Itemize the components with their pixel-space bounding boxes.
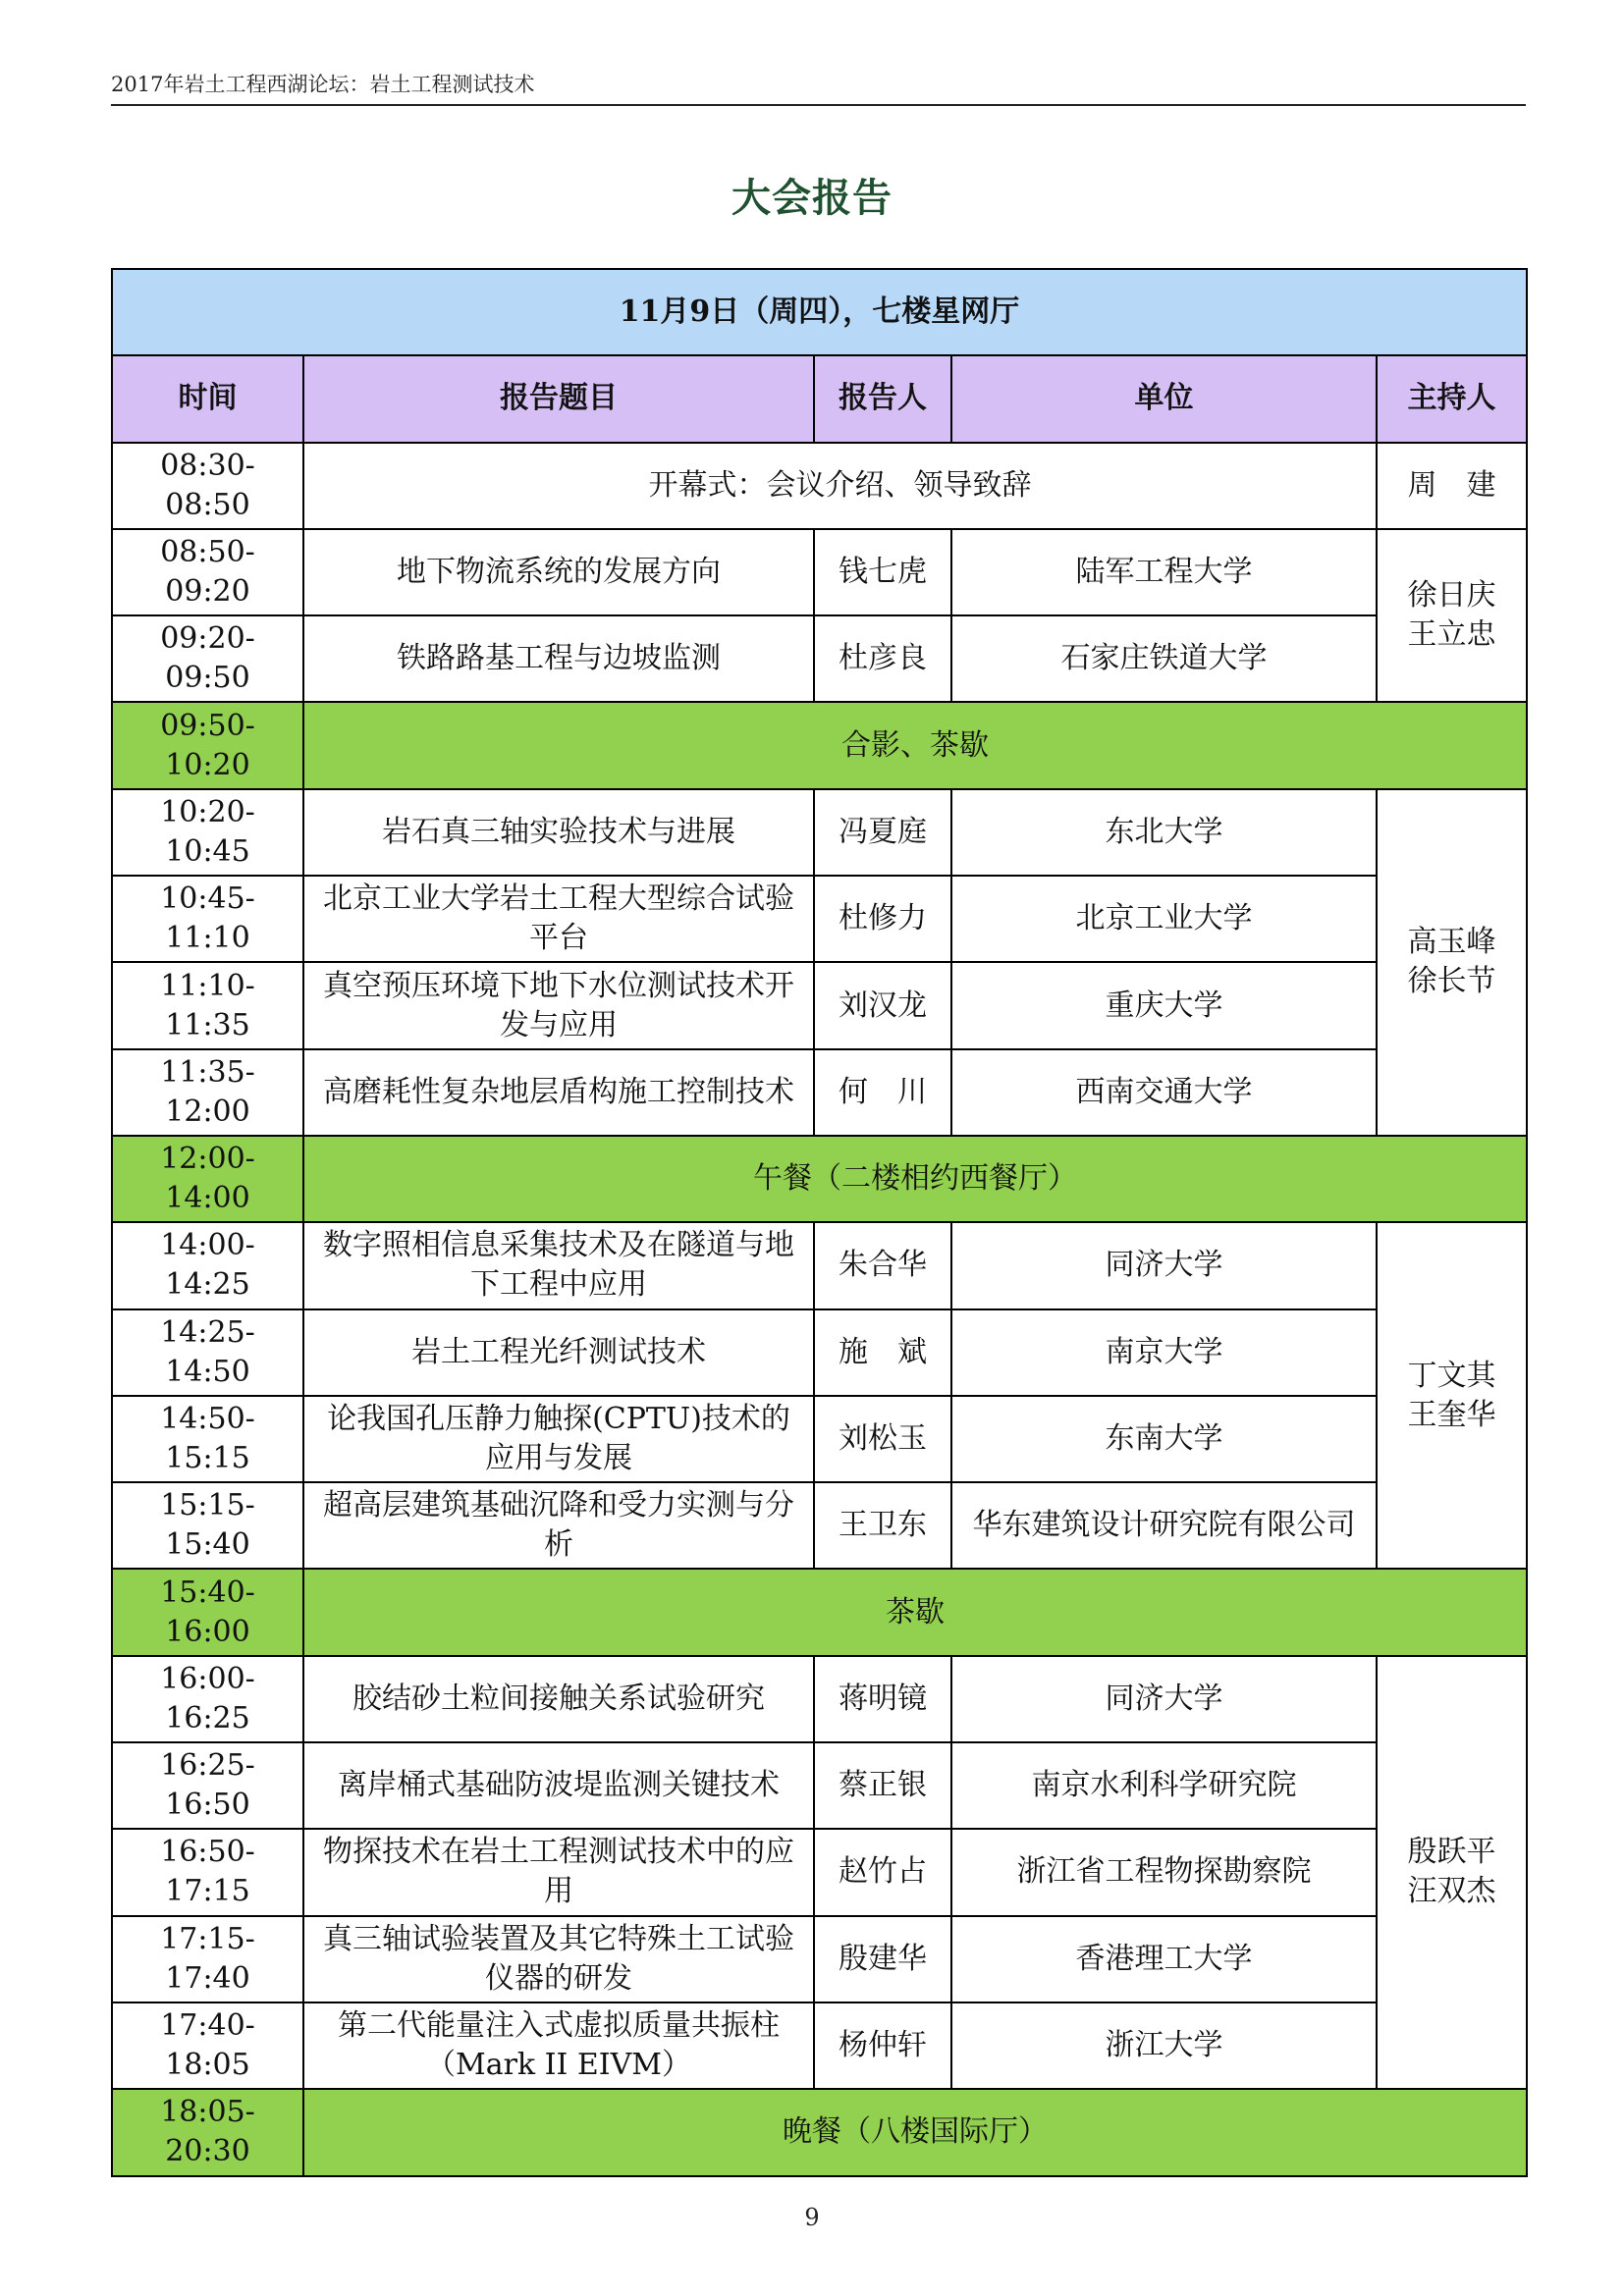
row-time: 11:35-12:00 — [112, 1049, 303, 1136]
row-speaker: 赵竹占 — [814, 1829, 951, 1915]
host-name: 汪双杰 — [1407, 1874, 1496, 1909]
host-name: 王奎华 — [1407, 1397, 1496, 1432]
break-row — [112, 702, 1527, 788]
row-speaker: 钱七虎 — [814, 529, 951, 615]
page-title: 大会报告 — [731, 175, 893, 221]
host-name: 高玉峰 — [1407, 925, 1496, 960]
row-time: 15:15-15:40 — [112, 1482, 303, 1569]
date-banner: 11月9日（周四），七楼星网厅 — [112, 269, 1527, 355]
row-topic: 第二代能量注入式虚拟质量共振柱（Mark II EIVM） — [303, 2002, 814, 2089]
table-row — [112, 876, 1527, 962]
table-row — [112, 1916, 1527, 2002]
row-speaker: 王卫东 — [814, 1482, 951, 1569]
break-time: 18:05-20:30 — [112, 2089, 303, 2175]
row-unit: 浙江省工程物探勘察院 — [951, 1829, 1377, 1915]
session-hosts — [1377, 1222, 1527, 1569]
table-row — [112, 789, 1527, 876]
row-unit: 东北大学 — [951, 789, 1377, 876]
row-topic: 北京工业大学岩土工程大型综合试验平台 — [303, 876, 814, 962]
table-row — [112, 1049, 1527, 1136]
break-time: 12:00-14:00 — [112, 1136, 303, 1222]
host-name: 徐日庆 — [1407, 578, 1496, 614]
table-row — [112, 1829, 1527, 1915]
host-name: 丁文其 — [1407, 1358, 1496, 1393]
table-row — [112, 2002, 1527, 2089]
row-topic: 岩石真三轴实验技术与进展 — [303, 789, 814, 876]
row-unit: 重庆大学 — [951, 962, 1377, 1048]
table-row — [112, 1222, 1527, 1308]
row-unit: 陆军工程大学 — [951, 529, 1377, 615]
table-row — [112, 1656, 1527, 1742]
row-time: 16:50-17:15 — [112, 1829, 303, 1915]
col-header-unit: 单位 — [951, 355, 1377, 442]
row-topic: 真空预压环境下地下水位测试技术开发与应用 — [303, 962, 814, 1048]
break-time: 15:40-16:00 — [112, 1569, 303, 1655]
row-time: 14:25-14:50 — [112, 1309, 303, 1396]
table-row — [112, 615, 1527, 702]
row-topic: 岩土工程光纤测试技术 — [303, 1309, 814, 1396]
row-topic: 真三轴试验装置及其它特殊土工试验仪器的研发 — [303, 1916, 814, 2002]
row-topic: 论我国孔压静力触探(CPTU)技术的应用与发展 — [303, 1396, 814, 1482]
table-row — [112, 1396, 1527, 1482]
host-name: 殷跃平 — [1407, 1835, 1496, 1870]
row-speaker: 殷建华 — [814, 1916, 951, 2002]
row-time: 08:50-09:20 — [112, 529, 303, 615]
running-header: 2017年岩土工程西湖论坛：岩土工程测试技术 — [111, 73, 535, 96]
row-unit: 北京工业大学 — [951, 876, 1377, 962]
row-speaker: 蒋明镜 — [814, 1656, 951, 1742]
row-topic: 物探技术在岩土工程测试技术中的应用 — [303, 1829, 814, 1915]
row-unit: 石家庄铁道大学 — [951, 615, 1377, 702]
opening-row — [112, 443, 1527, 529]
row-topic: 铁路路基工程与边坡监测 — [303, 615, 814, 702]
row-time: 14:00-14:25 — [112, 1222, 303, 1308]
break-row — [112, 1136, 1527, 1222]
row-topic: 超高层建筑基础沉降和受力实测与分析 — [303, 1482, 814, 1569]
table-row — [112, 1742, 1527, 1829]
row-time: 09:20-09:50 — [112, 615, 303, 702]
session-hosts — [1377, 1656, 1527, 2089]
break-text: 茶歇 — [303, 1569, 1527, 1655]
session-hosts — [1377, 529, 1527, 703]
opening-text: 开幕式：会议介绍、领导致辞 — [303, 443, 1377, 529]
row-speaker: 朱合华 — [814, 1222, 951, 1308]
row-unit: 香港理工大学 — [951, 1916, 1377, 2002]
row-time: 11:10-11:35 — [112, 962, 303, 1048]
break-row — [112, 1569, 1527, 1655]
row-topic: 地下物流系统的发展方向 — [303, 529, 814, 615]
page-number: 9 — [804, 2204, 820, 2231]
date-banner-row — [112, 269, 1527, 355]
row-speaker: 施 斌 — [814, 1309, 951, 1396]
host-name: 王立忠 — [1407, 617, 1496, 653]
row-time: 17:15-17:40 — [112, 1916, 303, 2002]
col-header-host: 主持人 — [1377, 355, 1527, 442]
table-row — [112, 529, 1527, 615]
table-row — [112, 962, 1527, 1048]
row-time: 10:20-10:45 — [112, 789, 303, 876]
row-speaker: 杨仲轩 — [814, 2002, 951, 2089]
row-time: 17:40-18:05 — [112, 2002, 303, 2089]
row-time: 10:45-11:10 — [112, 876, 303, 962]
host-name: 徐长节 — [1407, 964, 1496, 999]
opening-time: 08:30-08:50 — [112, 443, 303, 529]
row-unit: 西南交通大学 — [951, 1049, 1377, 1136]
break-row — [112, 2089, 1527, 2175]
table-row — [112, 1482, 1527, 1569]
row-topic: 数字照相信息采集技术及在隧道与地下工程中应用 — [303, 1222, 814, 1308]
table-row — [112, 1309, 1527, 1396]
row-time: 16:00-16:25 — [112, 1656, 303, 1742]
row-unit: 华东建筑设计研究院有限公司 — [951, 1482, 1377, 1569]
row-unit: 同济大学 — [951, 1656, 1377, 1742]
header-row — [112, 355, 1527, 442]
row-speaker: 杜彦良 — [814, 615, 951, 702]
break-time: 09:50-10:20 — [112, 702, 303, 788]
row-topic: 高磨耗性复杂地层盾构施工控制技术 — [303, 1049, 814, 1136]
col-header-speaker: 报告人 — [814, 355, 951, 442]
row-unit: 南京水利科学研究院 — [951, 1742, 1377, 1829]
break-text: 合影、茶歇 — [303, 702, 1527, 788]
opening-host: 周 建 — [1377, 443, 1527, 529]
col-header-topic: 报告题目 — [303, 355, 814, 442]
row-time: 16:25-16:50 — [112, 1742, 303, 1829]
col-header-time: 时间 — [112, 355, 303, 442]
row-speaker: 何 川 — [814, 1049, 951, 1136]
schedule-table — [111, 268, 1528, 2177]
row-speaker: 冯夏庭 — [814, 789, 951, 876]
row-unit: 同济大学 — [951, 1222, 1377, 1308]
row-time: 14:50-15:15 — [112, 1396, 303, 1482]
row-topic: 离岸桶式基础防波堤监测关键技术 — [303, 1742, 814, 1829]
row-speaker: 蔡正银 — [814, 1742, 951, 1829]
row-unit: 南京大学 — [951, 1309, 1377, 1396]
break-text: 晚餐（八楼国际厅） — [303, 2089, 1527, 2175]
row-unit: 浙江大学 — [951, 2002, 1377, 2089]
row-topic: 胶结砂土粒间接触关系试验研究 — [303, 1656, 814, 1742]
header-rule — [111, 104, 1526, 106]
row-speaker: 刘松玉 — [814, 1396, 951, 1482]
row-speaker: 杜修力 — [814, 876, 951, 962]
row-unit: 东南大学 — [951, 1396, 1377, 1482]
break-text: 午餐（二楼相约西餐厅） — [303, 1136, 1527, 1222]
row-speaker: 刘汉龙 — [814, 962, 951, 1048]
session-hosts — [1377, 789, 1527, 1136]
